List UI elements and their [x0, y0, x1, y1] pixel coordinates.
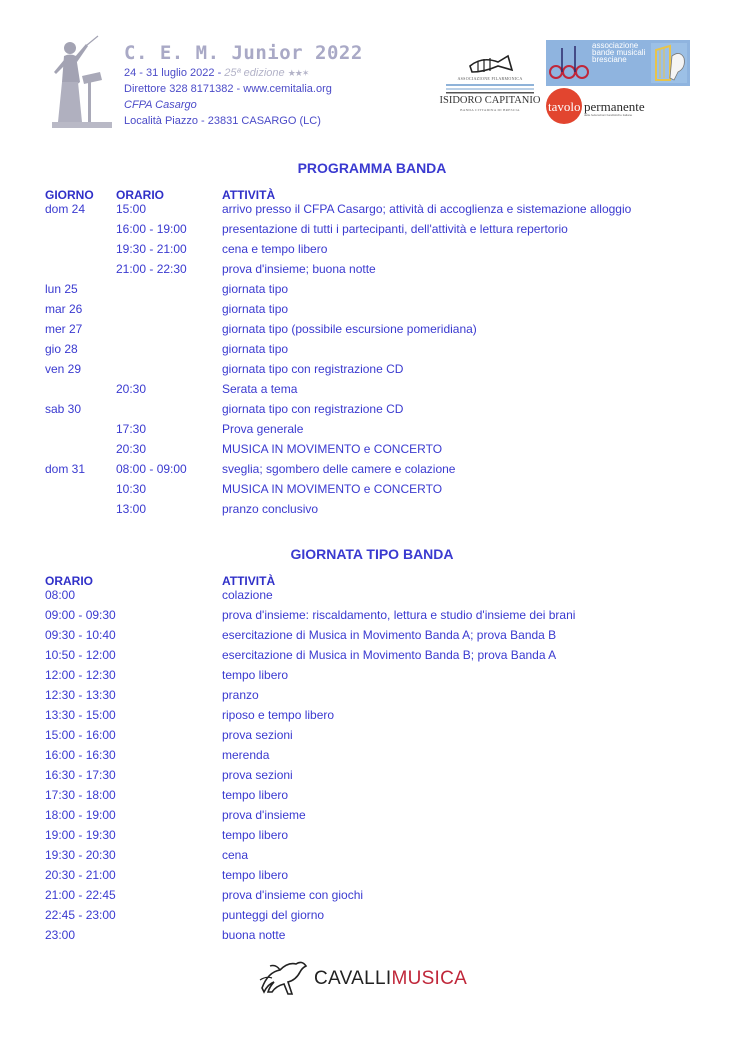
table-row	[0, 262, 744, 282]
row-time: 10:50 - 12:00	[45, 648, 116, 662]
lion-harp-icon	[650, 42, 688, 84]
table-row	[0, 628, 744, 648]
row-activity: giornata tipo con registrazione CD	[222, 362, 404, 376]
table-row	[0, 888, 744, 908]
ic-association-label: ASSOCIAZIONE FILARMONICA	[457, 76, 523, 81]
venue-address: Località Piazzo - 23831 CASARGO (LC)	[124, 115, 321, 127]
table-row	[0, 788, 744, 808]
table-row	[0, 748, 744, 768]
abb-line: associazione	[592, 41, 639, 50]
row-time: 16:00 - 19:00	[116, 222, 187, 236]
row-time: 17:30 - 18:00	[45, 788, 116, 802]
table-row	[0, 502, 744, 522]
table-row	[0, 668, 744, 688]
row-activity: buona notte	[222, 928, 286, 942]
director-contact: Direttore 328 8171382 - www.cemitalia.org	[124, 83, 332, 95]
table-row	[0, 442, 744, 462]
table-row	[0, 808, 744, 828]
horse-icon	[258, 958, 310, 998]
row-activity: pranzo conclusivo	[222, 502, 319, 516]
ic-name: ISIDORO CAPITANIO	[439, 95, 541, 106]
row-time: 20:30 - 21:00	[45, 868, 116, 882]
row-time: 23:00	[45, 928, 76, 942]
cavalli-musica-wordmark	[314, 968, 467, 990]
row-activity: Serata a tema	[222, 382, 298, 396]
table-row	[0, 768, 744, 788]
row-activity: cena	[222, 848, 249, 862]
table-row	[0, 202, 744, 222]
abb-letters-icon	[548, 44, 590, 82]
row-time: 12:30 - 13:30	[45, 688, 116, 702]
tp-word1: tavolo	[548, 99, 581, 114]
row-activity: Prova generale	[222, 422, 304, 436]
row-time: 17:30	[116, 422, 147, 436]
giornata-table	[0, 588, 744, 948]
abb-name	[592, 42, 645, 63]
row-time: 19:00 - 19:30	[45, 828, 116, 842]
table-row	[0, 282, 744, 302]
table-row	[0, 302, 744, 322]
row-activity: prova d'insieme; buona notte	[222, 262, 376, 276]
row-activity: giornata tipo	[222, 342, 289, 356]
table-row	[0, 908, 744, 928]
table-row	[0, 362, 744, 382]
row-time: 18:00 - 19:00	[45, 808, 116, 822]
ic-subtitle: BANDA CITTADINA DI BRESCIA	[460, 108, 520, 112]
camp-dates	[124, 67, 308, 79]
table-row	[0, 402, 744, 422]
row-time: 21:00 - 22:45	[45, 888, 116, 902]
row-time: 22:45 - 23:00	[45, 908, 116, 922]
table-row	[0, 648, 744, 668]
row-activity: presentazione di tutti i partecipanti, dell'attività e lettura repertorio	[222, 222, 568, 236]
row-day: gio 28	[45, 342, 78, 356]
row-day: sab 30	[45, 402, 82, 416]
row-activity: giornata tipo (possibile escursione pomeridiana)	[222, 322, 477, 336]
row-time: 12:00 - 12:30	[45, 668, 116, 682]
row-time: 08:00	[45, 588, 76, 602]
camp-edition: 25ª edizione	[224, 67, 285, 79]
giornata-title: GIORNATA TIPO BANDA	[290, 546, 454, 562]
row-day: mer 27	[45, 322, 83, 336]
row-activity: prova d'insieme	[222, 808, 306, 822]
row-time: 08:00 - 09:00	[116, 462, 187, 476]
table-row	[0, 382, 744, 402]
table-row	[0, 688, 744, 708]
row-time: 15:00 - 16:00	[45, 728, 116, 742]
row-day: mar 26	[45, 302, 83, 316]
row-activity: tempo libero	[222, 788, 289, 802]
row-activity: tempo libero	[222, 868, 289, 882]
conductor-logo	[50, 34, 116, 130]
row-activity: colazione	[222, 588, 273, 602]
programma-table	[0, 202, 744, 522]
row-activity: merenda	[222, 748, 270, 762]
row-activity: tempo libero	[222, 828, 289, 842]
row-time: 10:30	[116, 482, 147, 496]
tp-subtitle: delle federazioni bandistiche italiane	[584, 113, 633, 117]
table-row	[0, 728, 744, 748]
row-activity: esercitazione di Musica in Movimento Banda B; prova Banda A	[222, 648, 557, 662]
ic-stripes	[446, 84, 534, 94]
camp-title: C. E. M. Junior 2022	[124, 42, 363, 64]
musica-word: MUSICA	[391, 968, 468, 989]
table-row	[0, 342, 744, 362]
row-time: 19:30 - 21:00	[116, 242, 187, 256]
venue-name: CFPA Casargo	[124, 99, 197, 111]
row-activity: prova sezioni	[222, 768, 293, 782]
cavalli-word: CAVALLI	[314, 968, 392, 989]
table-row	[0, 422, 744, 442]
table-row	[0, 708, 744, 728]
row-time: 20:30	[116, 382, 147, 396]
row-time: 20:30	[116, 442, 147, 456]
row-time: 13:30 - 15:00	[45, 708, 116, 722]
band-instruments-icon	[468, 52, 514, 76]
table-row	[0, 928, 744, 948]
table-row	[0, 322, 744, 342]
row-activity: giornata tipo con registrazione CD	[222, 402, 404, 416]
row-time: 15:00	[116, 202, 147, 216]
row-time: 19:30 - 20:30	[45, 848, 116, 862]
programma-title: PROGRAMMA BANDA	[297, 160, 447, 176]
table-row	[0, 482, 744, 502]
row-activity: prova d'insieme con giochi	[222, 888, 364, 902]
tp-word2: permanente	[584, 99, 645, 114]
row-activity: punteggi del giorno	[222, 908, 325, 922]
rating-stars: ★★✶	[287, 68, 309, 78]
row-activity: giornata tipo	[222, 302, 289, 316]
col-header-activity: ATTIVITÀ	[222, 574, 276, 588]
table-row	[0, 588, 744, 608]
abb-logo	[546, 40, 690, 86]
row-activity: pranzo	[222, 688, 259, 702]
tavolo-permanente-logo	[546, 88, 666, 124]
row-activity: riposo e tempo libero	[222, 708, 335, 722]
row-activity: sveglia; sgombero delle camere e colazione	[222, 462, 456, 476]
row-activity: arrivo presso il CFPA Casargo; attività di accoglienza e sistemazione alloggio	[222, 202, 632, 216]
table-row	[0, 828, 744, 848]
row-activity: prova d'insieme: riscaldamento, lettura e studio d'insieme dei brani	[222, 608, 576, 622]
row-activity: MUSICA IN MOVIMENTO e CONCERTO	[222, 482, 443, 496]
row-time: 09:00 - 09:30	[45, 608, 116, 622]
table-row	[0, 868, 744, 888]
table-row	[0, 462, 744, 482]
row-day: lun 25	[45, 282, 78, 296]
isidoro-capitanio-logo	[436, 48, 544, 120]
row-activity: tempo libero	[222, 668, 289, 682]
row-activity: giornata tipo	[222, 282, 289, 296]
table-row	[0, 222, 744, 242]
row-day: dom 24	[45, 202, 86, 216]
row-activity: cena e tempo libero	[222, 242, 328, 256]
row-time: 13:00	[116, 502, 147, 516]
cavalli-musica-logo	[258, 958, 488, 998]
row-activity: MUSICA IN MOVIMENTO e CONCERTO	[222, 442, 443, 456]
camp-dates-text: 24 - 31 luglio 2022 -	[124, 67, 225, 79]
row-time: 21:00 - 22:30	[116, 262, 187, 276]
row-activity: prova sezioni	[222, 728, 293, 742]
col-header-time: ORARIO	[116, 188, 164, 202]
col-header-time: ORARIO	[45, 574, 93, 588]
row-day: ven 29	[45, 362, 82, 376]
row-time: 16:00 - 16:30	[45, 748, 116, 762]
abb-line: bande musicali	[592, 48, 646, 57]
table-row	[0, 608, 744, 628]
row-time: 09:30 - 10:40	[45, 628, 116, 642]
abb-line: bresciane	[592, 55, 627, 64]
col-header-day: GIORNO	[45, 188, 94, 202]
row-time: 16:30 - 17:30	[45, 768, 116, 782]
table-row	[0, 848, 744, 868]
table-row	[0, 242, 744, 262]
row-activity: esercitazione di Musica in Movimento Banda A; prova Banda B	[222, 628, 557, 642]
row-day: dom 31	[45, 462, 86, 476]
col-header-activity: ATTIVITÀ	[222, 188, 276, 202]
